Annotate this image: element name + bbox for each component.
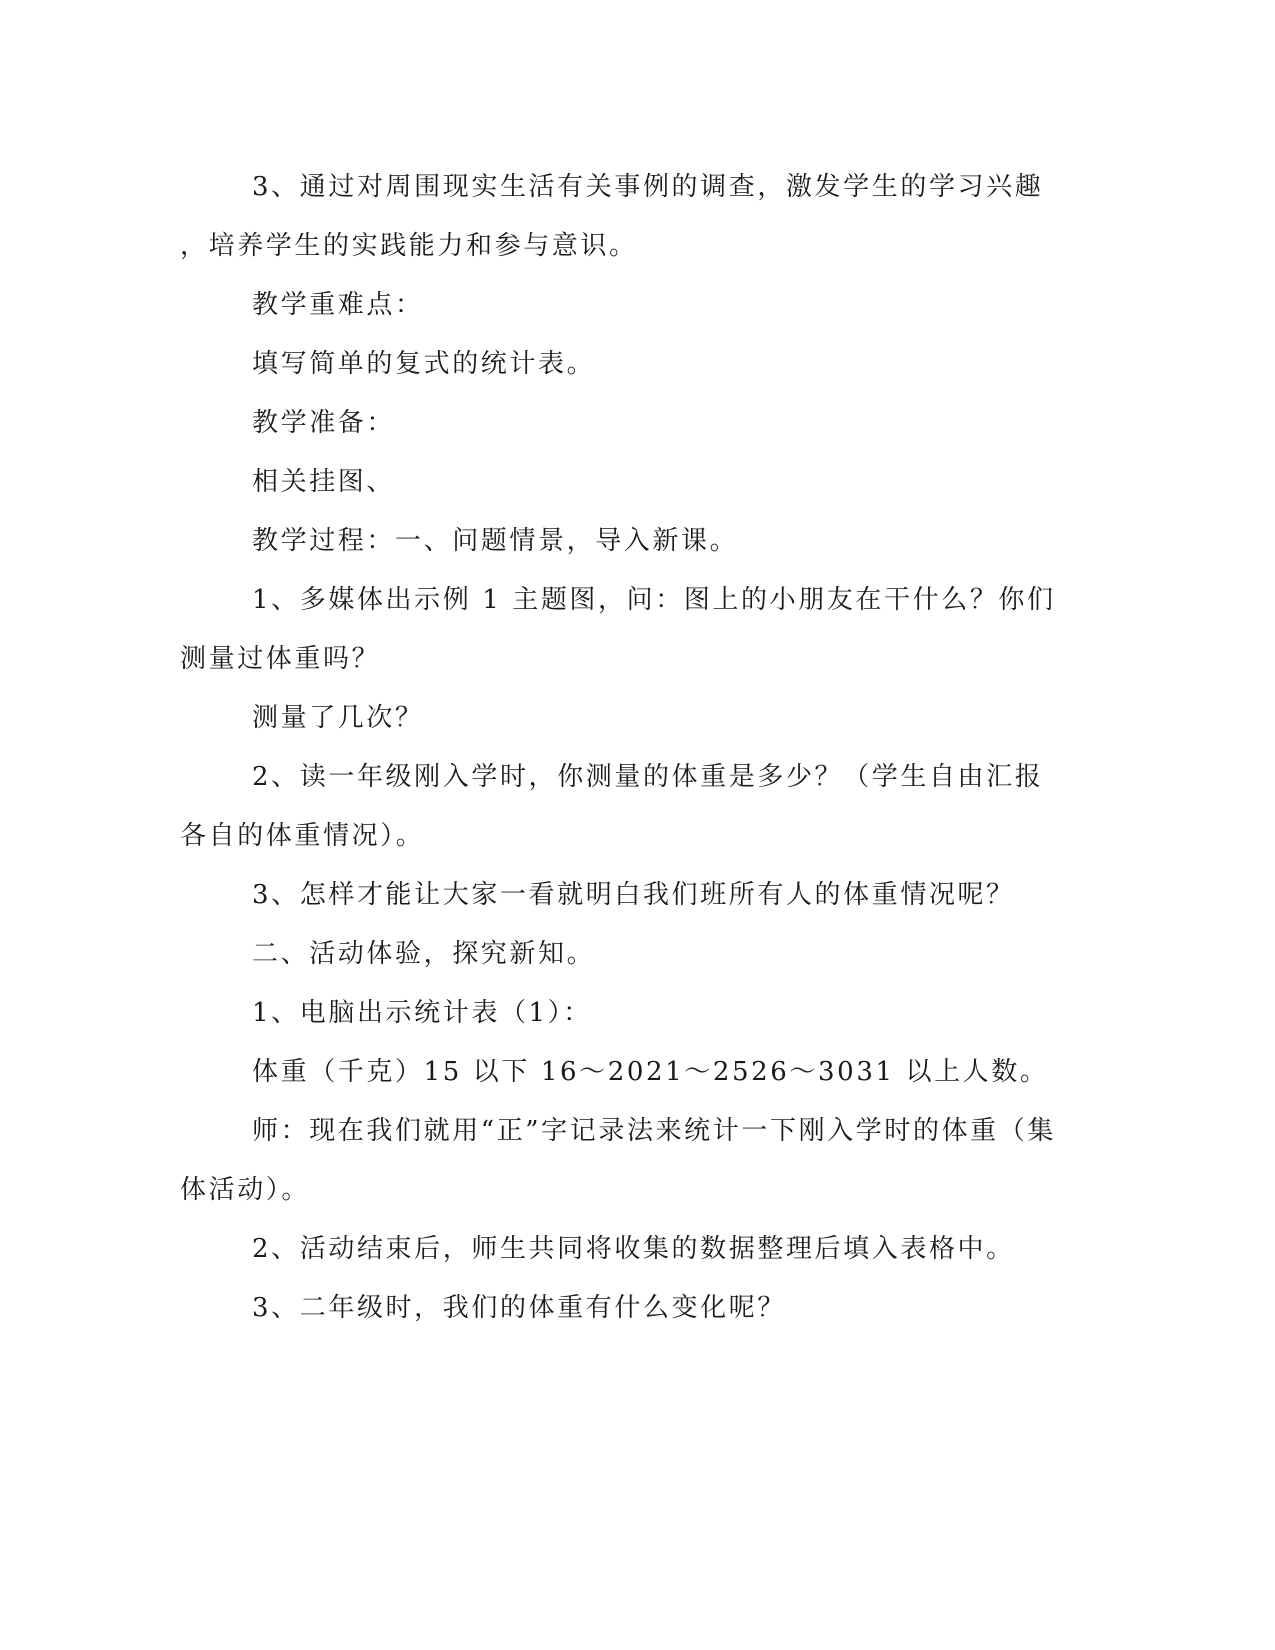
section-heading: 教学过程：一、问题情景，导入新课。	[252, 526, 739, 556]
section-heading: 二、活动体验，探究新知。	[252, 939, 596, 969]
paragraph-line: 3、通过对周围现实生活有关事例的调查，激发学生的学习兴趣	[252, 172, 1044, 202]
paragraph-line: 填写简单的复式的统计表。	[252, 349, 596, 379]
paragraph-line: 3、二年级时，我们的体重有什么变化呢？	[252, 1293, 786, 1323]
document-body	[180, 158, 1060, 1338]
paragraph-line: 2、读一年级刚入学时，你测量的体重是多少？（学生自由汇报	[252, 762, 1044, 792]
paragraph-line: 测量过体重吗？	[180, 644, 381, 674]
paragraph-line: 师：现在我们就用“正”字记录法来统计一下刚入学时的体重（集	[252, 1116, 1056, 1146]
paragraph-line: 体重（千克）15 以下 16～2021～2526～3031 以上人数。	[252, 1057, 1049, 1087]
paragraph-line: 各自的体重情况）。	[180, 821, 425, 851]
section-heading: 教学准备：	[252, 408, 396, 438]
paragraph-line: 1、电脑出示统计表（1）：	[252, 998, 592, 1028]
paragraph-line: 相关挂图、	[252, 467, 396, 497]
paragraph-line: 3、怎样才能让大家一看就明白我们班所有人的体重情况呢？	[252, 880, 1015, 910]
paragraph-line: 测量了几次？	[252, 703, 424, 733]
paragraph-line: 1、多媒体出示例 1 主题图，问：图上的小朋友在干什么？你们	[252, 585, 1056, 615]
paragraph-line: 体活动）。	[180, 1175, 311, 1205]
section-heading: 教学重难点：	[252, 290, 424, 320]
paragraph-line: 2、活动结束后，师生共同将收集的数据整理后填入表格中。	[252, 1234, 1015, 1264]
paragraph-line: ，培养学生的实践能力和参与意识。	[180, 231, 638, 261]
